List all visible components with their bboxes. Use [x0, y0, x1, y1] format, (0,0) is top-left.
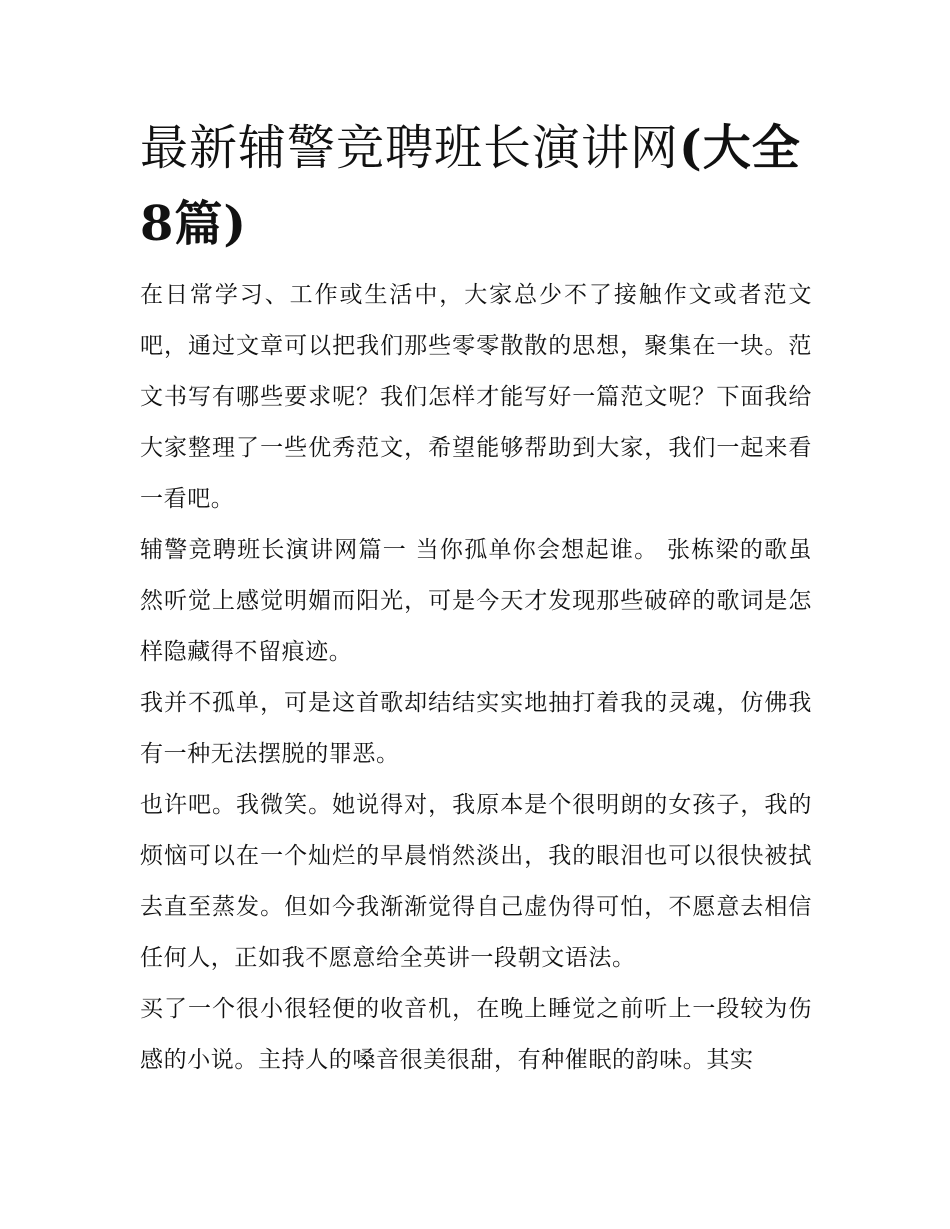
paragraph-not-alone: 我并不孤单，可是这首歌却结结实实地抽打着我的灵魂，仿佛我有一种无法摆脱的罪恶。 — [140, 690, 812, 767]
paragraph-maybe: 也许吧。我微笑。她说得对，我原本是个很明朗的女孩子，我的烦恼可以在一个灿烂的早晨悄然淡出，我的眼泪也可以很快被拭去直至蒸发。但如今我渐渐觉得自己虚伪得可怕，不愿意去相信任何人，正如我不愿意给全英讲一段朝文语法。 — [140, 792, 812, 971]
document-body — [140, 270, 812, 1086]
document-content — [140, 110, 812, 1086]
paragraph-section-one: 辅警竞聘班长演讲网篇一 当你孤单你会想起谁。 张栋梁的歌虽然听觉上感觉明媚而阳光，可是今天才发现那些破碎的歌词是怎样隐藏得不留痕迹。 — [140, 537, 812, 665]
paragraph-radio: 买了一个很小很轻便的收音机，在晚上睡觉之前听上一段较为伤感的小说。主持人的嗓音很美很甜，有种催眠的韵味。其实 — [140, 996, 812, 1073]
document-title: 最新辅警竞聘班长演讲网(大全8篇) — [140, 120, 801, 252]
paragraph-intro: 在日常学习、工作或生活中，大家总少不了接触作文或者范文吧，通过文章可以把我们那些零零散散的思想，聚集在一块。范文书写有哪些要求呢？我们怎样才能写好一篇范文呢？下面我给大家整理了一些优秀范文，希望能够帮助到大家，我们一起来看一看吧。 — [140, 282, 812, 512]
